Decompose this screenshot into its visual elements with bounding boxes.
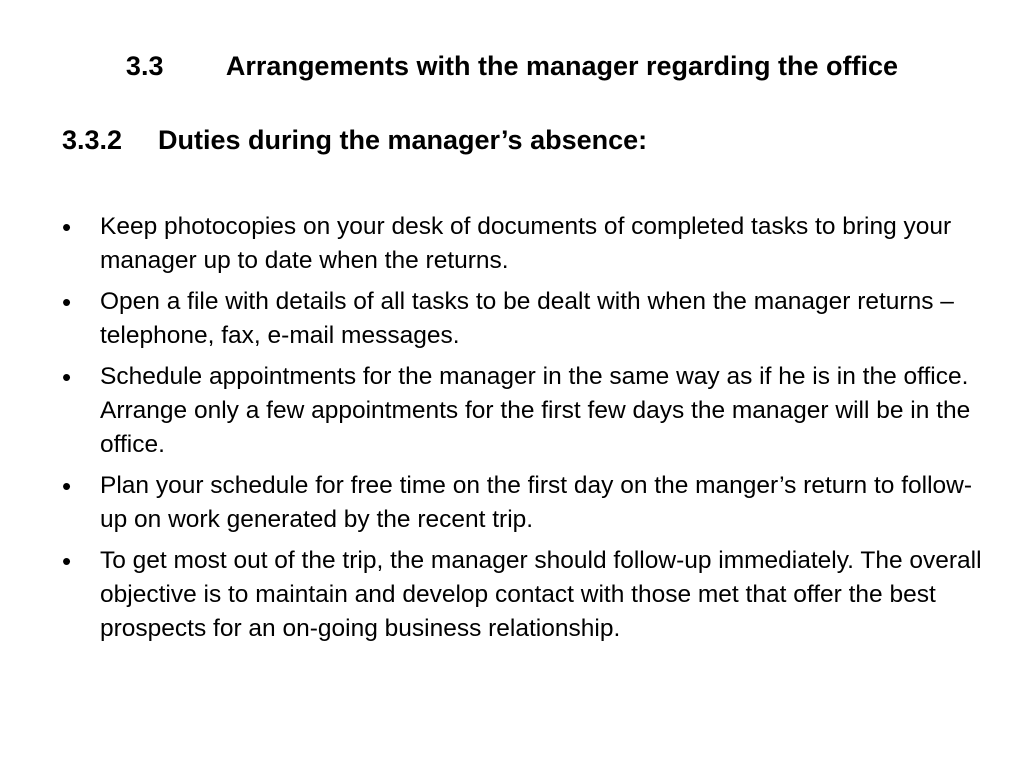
bullet-icon: • xyxy=(62,546,72,576)
bullet-icon: • xyxy=(62,287,72,317)
bullet-text: Schedule appointments for the manager in the same way as if he is in the office. Arrange only a few appointments for the first few days the manager will be in the office. xyxy=(100,363,971,458)
bullet-item xyxy=(62,360,982,462)
title-number: 3.3 xyxy=(125,51,164,81)
bullet-item xyxy=(62,210,982,278)
bullet-icon: • xyxy=(62,471,72,501)
bullet-list xyxy=(62,210,982,653)
bullet-item xyxy=(62,469,982,537)
slide-title xyxy=(0,48,1024,84)
subheading-number: 3.3.2 xyxy=(62,125,123,155)
bullet-text: Plan your schedule for free time on the first day on the manger’s return to follow-up on work generated by the recent trip. xyxy=(100,472,973,533)
bullet-text: To get most out of the trip, the manager should follow-up immediately. The overall objective is to maintain and develop contact with those met that offer the best prospects for an on-going business relationship. xyxy=(100,547,982,642)
subheading-text: Duties during the manager’s absence: xyxy=(158,125,648,155)
bullet-text: Keep photocopies on your desk of documents of completed tasks to bring your manager up to date when the returns. xyxy=(100,213,952,274)
section-subheading xyxy=(62,122,647,158)
bullet-item xyxy=(62,544,982,646)
bullet-item xyxy=(62,285,982,353)
bullet-icon: • xyxy=(62,212,72,242)
bullet-icon: • xyxy=(62,362,72,392)
bullet-text: Open a file with details of all tasks to be dealt with when the manager returns – telephone, fax, e-mail messages. xyxy=(100,288,954,349)
title-text: Arrangements with the manager regarding the office xyxy=(225,51,899,81)
